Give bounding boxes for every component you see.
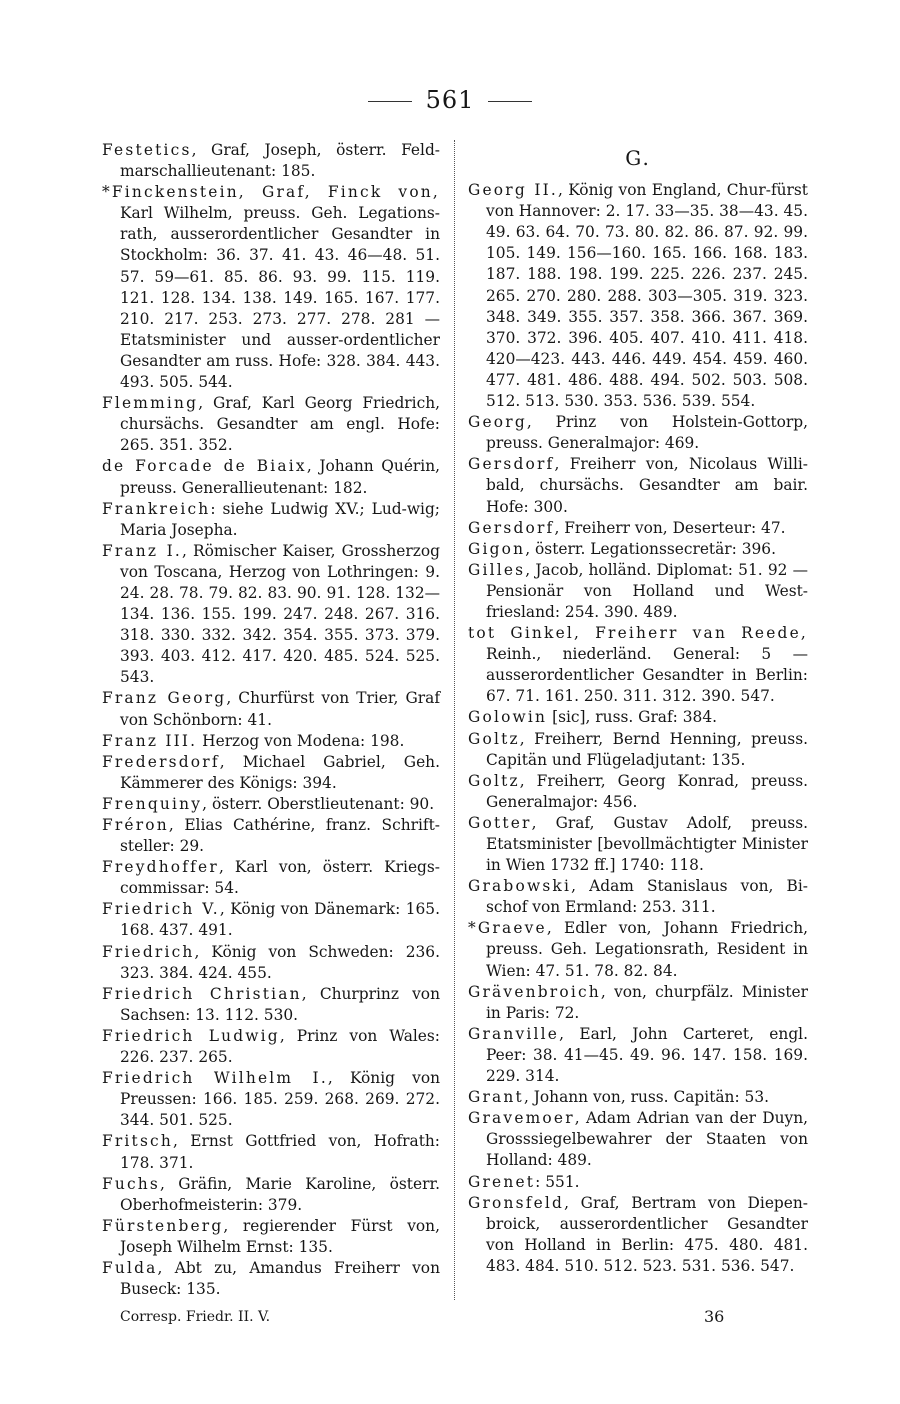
index-entry	[102, 1258, 440, 1300]
index-entry	[468, 560, 808, 623]
index-entry	[102, 794, 440, 815]
index-entry	[468, 771, 808, 813]
index-entry	[102, 1174, 440, 1216]
entry-lemma: Golowin	[468, 708, 548, 727]
entry-lemma: Goltz	[468, 771, 520, 790]
index-entry	[468, 707, 808, 728]
entry-lemma: *Finckenstein, Graf, Finck von,	[102, 183, 440, 202]
entry-lemma: Friedrich	[102, 942, 195, 961]
entry-text: , Karl von, österr. Kriegs-commissar: 54.	[120, 858, 440, 898]
entry-text: , Adam Stanislaus von, Bi-schof von Ermland: 253. 311.	[486, 877, 808, 917]
entry-lemma: Friedrich Ludwig	[102, 1026, 280, 1045]
entry-text: , Freiherr von, Nicolaus Willi-bald, chursächs. Gesandter am bair. Hofe: 300.	[486, 455, 808, 516]
index-entry	[102, 731, 440, 752]
index-entry	[468, 1193, 808, 1277]
entry-text: , Römischer Kaiser, Grossherzog von Toscana, Herzog von Lothringen: 9. 24. 28. 78. 79. 82. 83. 90. 91. 128. 132—134. 136. 155. 199. 247. 248. 267. 316. 318. 330. 332. 342. 354. 355. 373. 379. 393. 403. 412. 417. 420. 485. 524. 525. 543.	[120, 541, 440, 687]
entry-lemma: Gersdorf	[468, 518, 555, 537]
index-entry	[468, 876, 808, 918]
entry-text: , Graf, Karl Georg Friedrich, chursächs. Gesandter am engl. Hofe: 265. 351. 352.	[120, 394, 440, 455]
entry-text: , Elias Cathérine, franz. Schrift-steller: 29.	[120, 816, 440, 856]
index-entry	[102, 1131, 440, 1173]
entry-text: [sic], russ. Graf: 384.	[547, 708, 718, 727]
entry-lemma: tot Ginkel, Freiherr van Reede,	[468, 624, 808, 643]
entry-text: , Prinz von Holstein-Gottorp, preuss. Generalmajor: 469.	[486, 413, 808, 453]
entry-text: , Johann von, russ. Capitän: 53.	[523, 1088, 770, 1107]
index-entry	[468, 412, 808, 454]
index-entry	[102, 857, 440, 899]
entry-text: , Johann Quérin, preuss. Generallieutenant: 182.	[120, 457, 441, 497]
index-entry	[468, 454, 808, 517]
entry-text: , österr. Legationssecretär: 396.	[525, 539, 776, 558]
entry-lemma: Gilles	[468, 560, 526, 579]
index-entry	[468, 180, 808, 412]
entry-lemma: Gronsfeld	[468, 1193, 565, 1212]
index-entry	[102, 1026, 440, 1068]
index-entry	[102, 140, 440, 182]
index-entry	[102, 182, 440, 393]
index-entry	[102, 541, 440, 689]
entry-lemma: Grenet	[468, 1172, 536, 1191]
entry-lemma: Fritsch	[102, 1132, 173, 1151]
index-entry	[468, 1087, 808, 1108]
entry-lemma: Friedrich V.	[102, 900, 220, 919]
entry-text: , Jacob, holländ. Diplomat: 51. 92 — Pensionär von Holland und West-friesland: 254. 390. 489.	[486, 560, 808, 621]
index-entry	[102, 1216, 440, 1258]
entry-lemma: Frenquiny	[102, 794, 203, 813]
column-divider	[454, 140, 455, 1300]
entry-text: , von, churpfälz. Minister in Paris: 72.	[486, 982, 808, 1022]
index-entry	[102, 752, 440, 794]
entry-text: , König von Preussen: 166. 185. 259. 268. 269. 272. 344. 501. 525.	[120, 1069, 441, 1130]
footer-sheet-number: 36	[704, 1307, 725, 1326]
entry-lemma: Flemming	[102, 394, 199, 413]
index-entry	[102, 1068, 440, 1131]
index-entry	[102, 942, 440, 984]
entry-text: , Ernst Gottfried von, Hofrath: 178. 371.	[120, 1132, 440, 1172]
entry-lemma: Festetics	[102, 141, 192, 159]
entry-text: , Earl, John Carteret, engl. Peer: 38. 41—45. 49. 96. 147. 158. 169. 229. 314.	[486, 1024, 808, 1086]
index-entry	[468, 623, 808, 707]
index-entry	[468, 539, 808, 560]
entry-lemma: de Forcade de Biaix	[102, 457, 307, 476]
index-entry	[468, 1172, 808, 1193]
entry-lemma: Fuchs	[102, 1174, 161, 1193]
index-entry	[468, 518, 808, 539]
index-entry	[102, 899, 440, 941]
entry-text: , Prinz von Wales: 226. 237. 265.	[120, 1026, 440, 1067]
entry-lemma: Goltz	[468, 729, 520, 748]
entry-text: Karl Wilhelm, preuss. Geh. Legations-rath, ausserordentlicher Gesandter in Stockholm: 36. 37. 41. 43. 46—48. 51. 57. 59—61. 85. 86. 93. 99. 115. 119. 121. 128. 134. 138. 149. 165. 167. 177. 210. 217. 253. 273. 277. 278. 281 — Etatsminister und ausser-ordentlicher Gesandter am russ. Hofe: 328. 384. 443. 493. 505. 544.	[120, 204, 440, 392]
index-entry	[102, 456, 440, 498]
entry-lemma: Friedrich Christian	[102, 984, 302, 1003]
entry-text: , Adam Adrian van der Duyn, Grosssiegelbewahrer der Staaten von Holland: 489.	[486, 1109, 808, 1170]
entry-text: Reinh., niederländ. General: 5 — ausserordentlicher Gesandter in Berlin: 67. 71. 161. 250. 311. 312. 390. 547.	[486, 645, 808, 706]
entry-text: , Michael Gabriel, Geh. Kämmerer des Königs: 394.	[120, 752, 440, 792]
header-rule-right	[488, 101, 532, 102]
entry-text: : siehe Ludwig XV.; Lud-wig; Maria Josepha.	[120, 499, 440, 539]
entry-text: , Freiherr von, Deserteur: 47.	[554, 518, 786, 537]
index-entry	[102, 393, 440, 456]
entry-lemma: Gigon	[468, 539, 526, 558]
entry-lemma: Gersdorf	[468, 455, 555, 474]
index-entry	[468, 813, 808, 876]
entry-lemma: Gotter	[468, 813, 532, 832]
header-rule-left	[368, 101, 412, 102]
page-header	[0, 86, 900, 114]
entry-lemma: Fürstenberg	[102, 1216, 224, 1235]
entry-lemma: Grävenbroich	[468, 982, 601, 1001]
entry-lemma: Georg II.	[468, 181, 559, 200]
entry-text: , Churfürst von Trier, Graf von Schönborn: 41.	[120, 689, 441, 729]
index-entry	[102, 984, 440, 1026]
left-column	[102, 140, 440, 1300]
entry-lemma: Gravemoer	[468, 1109, 575, 1128]
entry-lemma: Fulda	[102, 1258, 158, 1277]
entry-text: , König von Schweden: 236. 323. 384. 424. 455.	[120, 942, 440, 982]
entry-text: , Abt zu, Amandus Freiherr von Buseck: 135.	[120, 1258, 440, 1299]
entry-lemma: Georg	[468, 413, 527, 432]
right-column	[468, 140, 808, 1277]
entry-text: , Freiherr, Bernd Henning, preuss. Capitän und Flügeladjutant: 135.	[486, 729, 808, 769]
entry-lemma: Grabowski	[468, 877, 572, 896]
entry-lemma: Fredersdorf	[102, 752, 220, 771]
entry-text: , Graf, Joseph, österr. Feld-marschallieutenant: 185.	[120, 141, 440, 181]
entry-lemma: Granville	[468, 1024, 560, 1043]
index-entry	[102, 688, 440, 730]
entry-text: , König von England, Chur-fürst von Hannover: 2. 17. 33—35. 38—43. 45. 49. 63. 64. 70. 73. 80. 82. 86. 87. 92. 99. 105. 149. 156—160. 165. 166. 168. 183. 187. 188. 198. 199. 225. 226. 237. 245. 265. 270. 280. 288. 303—305. 319. 323. 348. 349. 355. 357. 358. 366. 367. 369. 370. 372. 396. 405. 407. 410. 411. 418. 420—423. 443. 446. 449. 454. 459. 460. 477. 481. 486. 488. 494. 502. 503. 508. 512. 513. 530. 353. 536. 539. 554.	[486, 181, 808, 411]
entry-text: Herzog von Modena: 198.	[197, 731, 405, 750]
index-entry	[468, 982, 808, 1024]
entry-lemma: Grant	[468, 1088, 524, 1107]
index-entry	[468, 918, 808, 981]
entry-lemma: Fréron	[102, 816, 169, 834]
entry-text: , regierender Fürst von, Joseph Wilhelm Ernst: 135.	[120, 1216, 440, 1256]
entry-lemma: Franz I.	[102, 541, 182, 560]
entry-text: , Churprinz von Sachsen: 13. 112. 530.	[120, 984, 440, 1024]
index-entry	[102, 815, 440, 857]
entry-text: , König von Dänemark: 165. 168. 437. 491.	[120, 900, 440, 940]
entry-lemma: Franz Georg	[102, 689, 227, 708]
entry-text: , österr. Oberstlieutenant: 90.	[202, 794, 435, 813]
entry-text: , Graf, Bertram von Diepen-broick, ausserordentlicher Gesandter von Holland in Berlin: 475. 480. 481. 483. 484. 510. 512. 523. 531. 536. 547.	[486, 1193, 808, 1275]
entry-lemma: Franz III.	[102, 731, 198, 750]
entry-text: , Graf, Gustav Adolf, preuss. Etatsminister [bevollmächtigter Minister in Wien 1732 ff.] 1740: 118.	[486, 813, 808, 875]
entry-text: , Freiherr, Georg Konrad, preuss. Generalmajor: 456.	[486, 771, 808, 811]
index-entry	[102, 499, 440, 541]
section-heading: G.	[625, 146, 651, 170]
entry-lemma: *Graeve	[468, 919, 547, 938]
page-number: 561	[425, 86, 475, 114]
entry-lemma: Friedrich Wilhelm I.	[102, 1069, 328, 1088]
entry-lemma: Freydhoffer	[102, 858, 219, 877]
entry-lemma: Frankreich	[102, 499, 211, 518]
index-entry	[468, 729, 808, 771]
index-entry	[468, 1108, 808, 1171]
entry-text: : 551.	[535, 1172, 580, 1191]
footer-signature: Corresp. Friedr. II. V.	[120, 1309, 271, 1325]
entry-text: , Gräfin, Marie Karoline, österr. Oberhofmeisterin: 379.	[120, 1174, 440, 1214]
entry-text: , Edler von, Johann Friedrich, preuss. Geh. Legationsrath, Resident in Wien: 47. 51. 78. 82. 84.	[486, 919, 808, 980]
index-entry	[468, 1024, 808, 1087]
